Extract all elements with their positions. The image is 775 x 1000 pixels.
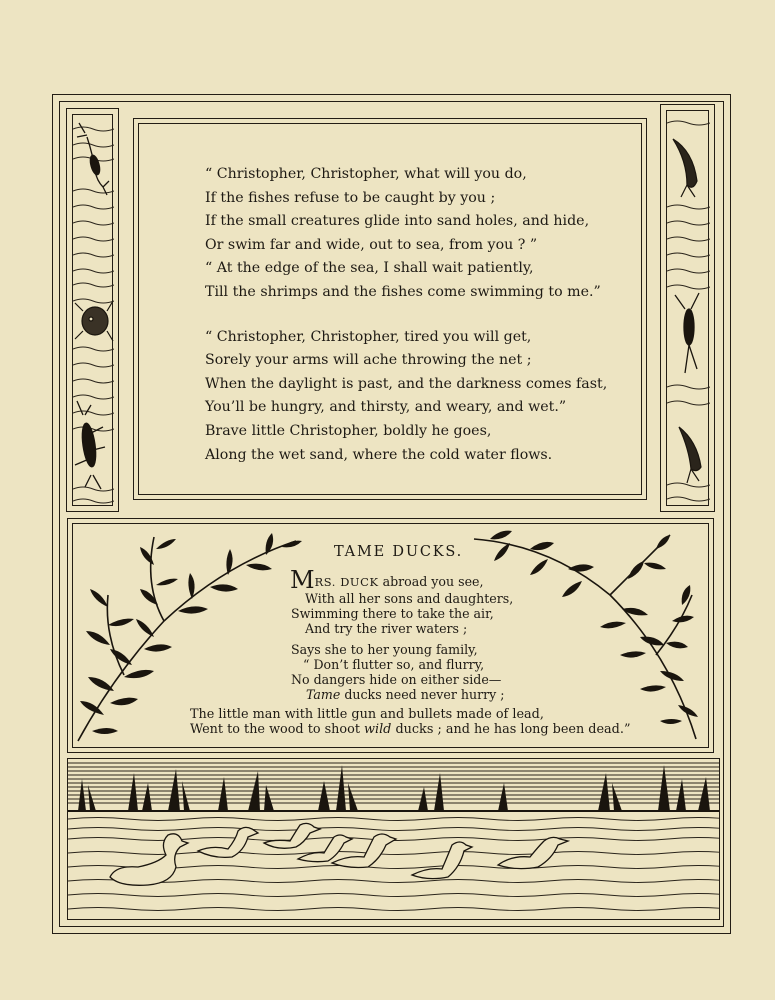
italic-word: Tame	[306, 687, 341, 702]
sea-creatures-left-illustration	[73, 115, 114, 507]
verse-text: abroad you see,	[378, 574, 484, 589]
verse-text: ducks need never hurry ;	[340, 687, 505, 702]
leaf-icon	[80, 533, 302, 734]
left-border-strip	[66, 108, 119, 512]
poem-line: You’ll be hungry, and thirsty, and weary, and wet.”	[205, 399, 567, 416]
tame-ducks-title: TAME DUCKS.	[334, 544, 463, 560]
poem-line: “ Christopher, Christopher, tired you will get,	[205, 328, 532, 345]
verse-line: And try the river waters ;	[305, 621, 468, 636]
poem-line: If the fishes refuse to be caught by you ;	[205, 189, 496, 206]
little-man-verse	[190, 707, 631, 738]
verse-line: No dangers hide on either side—	[291, 672, 502, 687]
poem-line: If the small creatures glide into sand holes, and hide,	[205, 213, 590, 230]
verse-text: ducks ; and he has long been dead.”	[391, 722, 631, 738]
right-strip-inner	[666, 110, 709, 506]
poem-line: Along the wet sand, where the cold water flows.	[205, 446, 553, 463]
ducks-scene-panel	[67, 758, 720, 920]
crab-icon	[75, 301, 113, 341]
verse-line: “ Don’t flutter so, and flurry,	[303, 657, 485, 672]
verse-line	[190, 722, 631, 737]
poem-line: When the daylight is past, and the darkness comes fast,	[205, 375, 608, 392]
italic-word: wild	[364, 722, 392, 738]
ducks-on-river-illustration	[68, 759, 720, 920]
reeds	[78, 765, 710, 811]
poem-line: Till the shrimps and the fishes come swimming to me.”	[205, 283, 601, 300]
verse-text: Went to the wood to shoot	[190, 722, 365, 738]
verse-line: With all her sons and daughters,	[305, 591, 514, 606]
poem-line: Or swim far and wide, out to sea, from you ? ”	[205, 236, 538, 253]
poem-line: Sorely your arms will ache throwing the net ;	[205, 352, 532, 369]
poem-line: “ At the edge of the sea, I shall wait patiently,	[205, 260, 534, 277]
right-border-strip	[660, 104, 715, 512]
verse-line: Says she to her young family,	[291, 642, 478, 657]
small-caps-name: RS. DUCK	[314, 575, 379, 589]
shrimp-icon	[77, 123, 109, 195]
drop-cap: M	[290, 566, 315, 594]
verse-line	[306, 687, 505, 702]
tame-ducks-first-line	[290, 566, 484, 594]
fish-icon	[679, 427, 701, 483]
verse-line: The little man with little gun and bullets made of lead,	[190, 707, 544, 722]
verse-line: Swimming there to take the air,	[291, 606, 494, 621]
poem-line: “ Christopher, Christopher, what will you do,	[205, 166, 527, 182]
fish-icon	[673, 139, 697, 197]
leaf-icon	[490, 531, 698, 724]
hatched-sky	[68, 763, 720, 803]
sea-creatures-right-illustration	[667, 111, 710, 507]
poem-line: Brave little Christopher, boldly he goes,	[205, 422, 492, 439]
lobster-icon	[75, 401, 105, 489]
stanza-gap	[205, 305, 625, 326]
christopher-poem	[205, 163, 625, 467]
left-strip-inner	[72, 114, 113, 506]
shrimp-icon	[675, 293, 699, 373]
